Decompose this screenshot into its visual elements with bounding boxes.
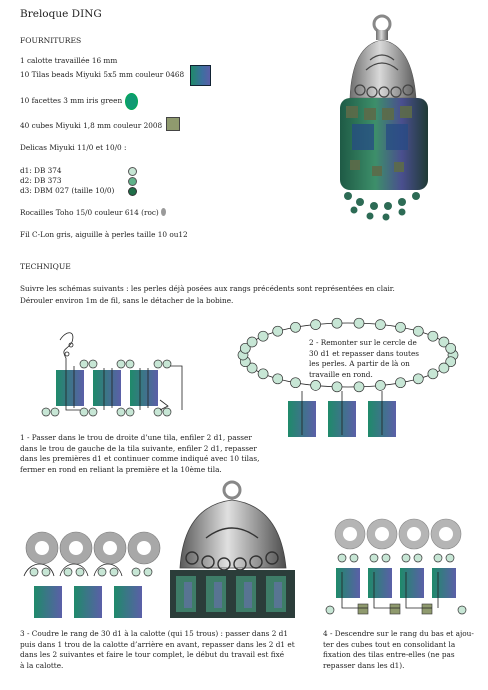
facet-swatch <box>125 93 138 110</box>
d1-bead <box>332 318 342 328</box>
intro-line: Dérouler environ 1m de fil, sans le détacher de la bobine. <box>20 296 234 305</box>
supply-item: 40 cubes Miyuki 1,8 mm couleur 2008 <box>20 121 163 130</box>
supply-item: 1 calotte travaillée 16 mm <box>20 56 118 65</box>
step-1-line: dans le trou de gauche de la tila suivante, enfiler 2 d1, repasser <box>20 443 257 453</box>
d1-bead <box>332 382 342 392</box>
d1-bead <box>258 331 268 341</box>
step-4-text <box>323 629 483 671</box>
page-title: Breloque DING <box>20 8 102 20</box>
step-3-line: dans les 2 suivantes et faire le tour complet, le début du travail est fixé <box>20 650 285 660</box>
step-1-line: fermer en rond en reliant la première et la 10ème tila. <box>20 464 222 474</box>
step-2-line: les perles. A partir de là on <box>309 359 410 369</box>
cap-photo <box>170 478 295 618</box>
charm-photo <box>290 10 450 250</box>
d1-bead <box>273 326 283 336</box>
d1-bead <box>354 318 364 328</box>
d1-bead <box>258 369 268 379</box>
d1-bead <box>396 322 406 332</box>
diagram-step-1 <box>20 330 190 420</box>
technique-heading: TECHNIQUE <box>20 262 71 271</box>
d1-bead <box>291 322 301 332</box>
intro-line: Suivre les schémas suivants : les perles déjà posées aux rangs précédents sont représentées en clair. <box>20 284 395 293</box>
step-4-line: repasser dans les d1). <box>323 660 405 670</box>
cube-swatch <box>166 117 180 131</box>
step-2-line: travaille en rond. <box>309 369 373 379</box>
step-4-line: fixation des tilas entre-elles (ne pas <box>323 650 455 660</box>
d1-bead <box>354 382 364 392</box>
delica-d3: d3: DBM 027 (taille 10/0) <box>20 186 115 195</box>
delica-d2-bead <box>128 177 137 186</box>
step-3-line: 3 - Coudre le rang de 30 d1 à la calotte (qui 15 trous) : passer dans 2 d1 <box>20 629 288 638</box>
supply-item: 10 Tilas beads Miyuki 5x5 mm couleur 0468 <box>20 70 185 79</box>
delica-d1-bead <box>128 167 137 176</box>
supplies-heading: FOURNITURES <box>20 36 82 45</box>
d1-bead <box>311 380 321 390</box>
d1-bead <box>291 378 301 388</box>
step-4-line: 4 - Descendre sur le rang du bas et ajou- <box>323 629 474 638</box>
rocailles-line: Rocailles Toho 15/0 couleur 614 (roc) <box>20 208 159 217</box>
d1-bead <box>311 320 321 330</box>
d1-bead <box>375 320 385 330</box>
step-2-text <box>309 338 479 380</box>
delica-d1: d1: DB 374 <box>20 166 62 175</box>
step-2-line: 30 d1 et repasser dans toutes <box>309 348 420 358</box>
rocaille-bead <box>161 208 166 216</box>
d1-bead <box>273 374 283 384</box>
step-3-line: puis dans 1 trou de la calotte d’arrière en avant, repasser dans les 2 d1 et <box>20 639 295 649</box>
step-1-line: 1 - Passer dans le trou de droite d’une tila, enfiler 2 d1, passer <box>20 433 252 442</box>
supply-item: 10 facettes 3 mm iris green <box>20 96 123 105</box>
step-4-line: ter des cubes tout en consolidant la <box>323 639 456 649</box>
d1-bead <box>375 380 385 390</box>
delica-d2: d2: DB 373 <box>20 176 62 185</box>
d1-bead <box>413 326 423 336</box>
thread-line: Fil C-Lon gris, aiguille à perles taille 10 ou12 <box>20 230 188 239</box>
delica-d3-bead <box>128 187 137 196</box>
step-1-line: dans les premières d1 et continuer comme indiqué avec 10 tilas, <box>20 454 260 464</box>
diagram-step-3 <box>20 520 170 620</box>
step-2-line: 2 - Remonter sur le cercle de <box>309 338 417 347</box>
tila-swatch <box>190 65 211 86</box>
step-3-line: à la calotte. <box>20 660 64 670</box>
step-3-text <box>20 629 310 671</box>
delicas-heading: Delicas Miyuki 11/0 et 10/0 : <box>20 143 127 152</box>
diagram-step-4 <box>322 512 472 622</box>
d1-bead <box>247 337 257 347</box>
